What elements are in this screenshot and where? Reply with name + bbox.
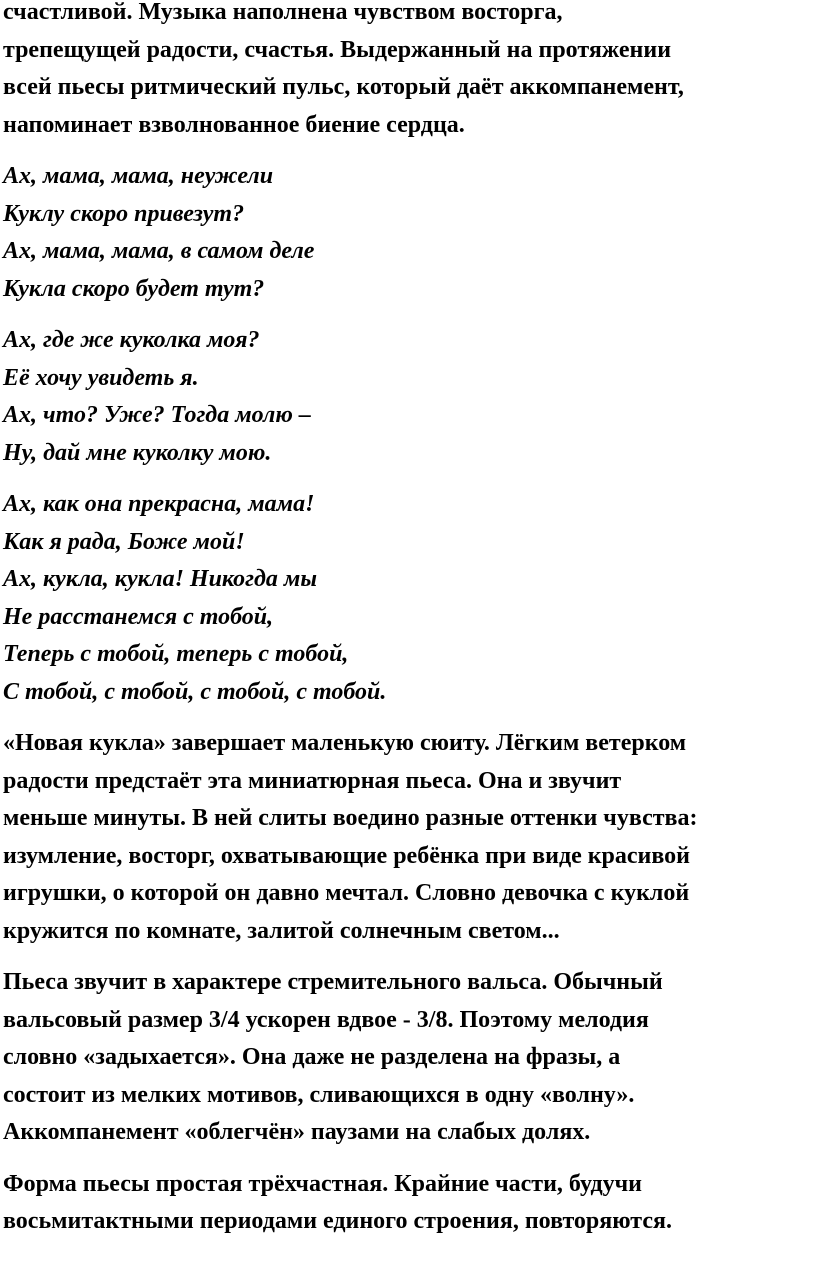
verse-line: Ну, дай мне куколку мою.: [3, 439, 272, 466]
text-line: восьмитактными периодами единого строения, повторяются.: [3, 1208, 672, 1234]
text-line: радости предстаёт эта миниатюрная пьеса. Она и звучит: [3, 767, 622, 794]
poem-stanza-1: [3, 158, 813, 308]
text-line: Форма пьесы простая трёхчастная. Крайние части, будучи: [3, 1170, 642, 1197]
text-line: изумление, восторг, охватывающие ребёнка при виде красивой: [3, 842, 691, 869]
text-line: словно «задыхается». Она даже не разделена на фразы, а: [3, 1044, 621, 1070]
body-paragraph-1: [3, 725, 813, 950]
text-line: вальсовый размер 3/4 ускорен вдвое - 3/8. Поэтому мелодия: [3, 1006, 649, 1033]
text-line: меньше минуты. В ней слиты воедино разные оттенки чувства:: [3, 805, 698, 831]
verse-line: Кукла скоро будет тут?: [3, 275, 265, 302]
text-line: «Новая кукла» завершает маленькую сюиту. Лёгким ветерком: [3, 730, 687, 756]
poem-stanza-3: [3, 486, 813, 711]
text-line: состоит из мелких мотивов, сливающихся в одну «волну».: [3, 1081, 635, 1108]
paragraph-gap: [3, 1152, 813, 1166]
body-paragraph-2: [3, 964, 813, 1152]
text-line: трепещущей радости, счастья. Выдержанный на протяжении: [3, 36, 672, 63]
verse-line: Ах, как она прекрасна, мама!: [3, 491, 315, 517]
verse-line: Ах, мама, мама, в самом деле: [3, 238, 315, 264]
verse-line: Ах, мама, мама, неужели: [3, 163, 274, 189]
verse-line: Теперь с тобой, теперь с тобой,: [3, 641, 349, 667]
verse-line: Ах, кукла, кукла! Никогда мы: [3, 566, 318, 592]
verse-line: Как я рада, Боже мой!: [3, 528, 245, 555]
body-paragraph-3: [3, 1166, 813, 1241]
paragraph-gap: [3, 472, 813, 486]
paragraph-gap: [3, 950, 813, 964]
verse-line: Не расстанемся с тобой,: [3, 603, 274, 630]
paragraph-gap: [3, 308, 813, 322]
verse-line: Её хочу увидеть я.: [3, 364, 199, 391]
text-line: игрушки, о которой он давно мечтал. Словно девочка с куклой: [3, 880, 690, 906]
intro-paragraph: [3, 0, 813, 144]
document-page: [3, 0, 813, 1241]
text-line: Пьеса звучит в характере стремительного вальса. Обычный: [3, 969, 663, 995]
paragraph-gap: [3, 711, 813, 725]
paragraph-gap: [3, 144, 813, 158]
verse-line: Ах, где же куколка моя?: [3, 327, 260, 353]
text-line: счастливой. Музыка наполнена чувством восторга,: [3, 0, 563, 25]
text-line: кружится по комнате, залитой солнечным светом...: [3, 917, 560, 944]
verse-line: С тобой, с тобой, с тобой, с тобой.: [3, 678, 387, 705]
verse-line: Куклу скоро привезут?: [3, 200, 245, 227]
text-line: Аккомпанемент «облегчён» паузами на слабых долях.: [3, 1119, 591, 1145]
verse-line: Ах, что? Уже? Тогда молю –: [3, 402, 311, 428]
poem-stanza-2: [3, 322, 813, 472]
text-line: всей пьесы ритмический пульс, который даёт аккомпанемент,: [3, 74, 684, 100]
text-line: напоминает взволнованное биение сердца.: [3, 111, 465, 138]
